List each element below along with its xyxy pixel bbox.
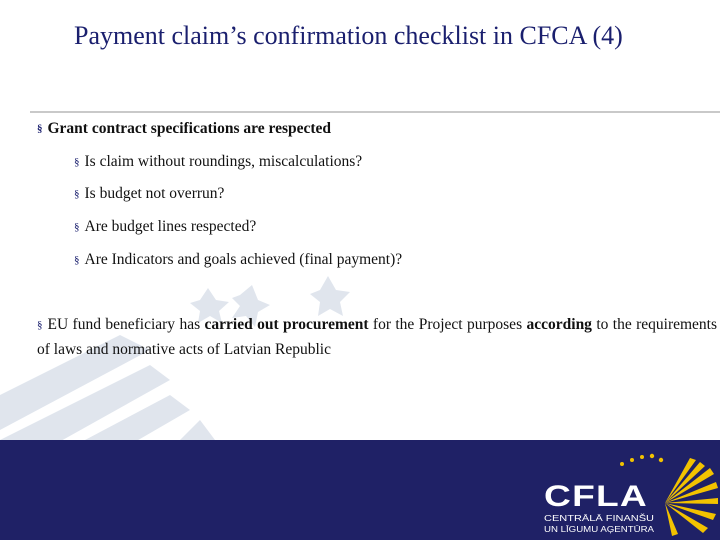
sunburst-icon xyxy=(665,458,718,536)
procurement-emphasis: carried out procurement xyxy=(204,316,369,333)
sub-item-budget-overrun xyxy=(74,185,224,203)
title-divider xyxy=(30,111,720,113)
bullet-marker: § xyxy=(74,188,80,200)
procurement-text: EU fund beneficiary has xyxy=(47,316,205,333)
sub-item-text: Are budget lines respected? xyxy=(84,218,257,235)
logo-line2: UN LĪGUMU AĢENTŪRA xyxy=(544,524,655,534)
sub-item-text: Is claim without roundings, miscalculations? xyxy=(84,153,363,170)
logo-line1: CENTRĀLĀ FINANŠU xyxy=(544,513,654,523)
main-bullet-grant-contract xyxy=(37,120,331,138)
procurement-text: to the requirements of laws and normative acts of Latvian Republic xyxy=(37,316,718,358)
sub-item-text: Is budget not overrun? xyxy=(84,185,225,202)
sub-item-indicators xyxy=(74,251,402,269)
bullet-marker: § xyxy=(74,156,80,168)
sub-item-roundings xyxy=(74,153,362,171)
bullet-marker: § xyxy=(74,254,80,266)
logo-wordmark: CFLA xyxy=(544,480,648,513)
bullet-marker: § xyxy=(37,319,43,331)
eu-stars-icon xyxy=(620,454,663,466)
according-emphasis: according xyxy=(526,316,592,333)
procurement-text: for the Project purposes xyxy=(368,316,527,333)
main-bullet-text: Grant contract specifications are respected xyxy=(47,120,332,137)
sub-item-budget-lines xyxy=(74,218,256,236)
bullet-marker: § xyxy=(74,221,80,233)
cfla-logo xyxy=(540,448,720,540)
procurement-bullet xyxy=(37,313,717,361)
sub-item-text: Are Indicators and goals achieved (final payment)? xyxy=(84,251,403,268)
bullet-marker: § xyxy=(37,123,43,135)
slide-title: Payment claim’s confirmation checklist in CFCA (4) xyxy=(74,21,623,50)
